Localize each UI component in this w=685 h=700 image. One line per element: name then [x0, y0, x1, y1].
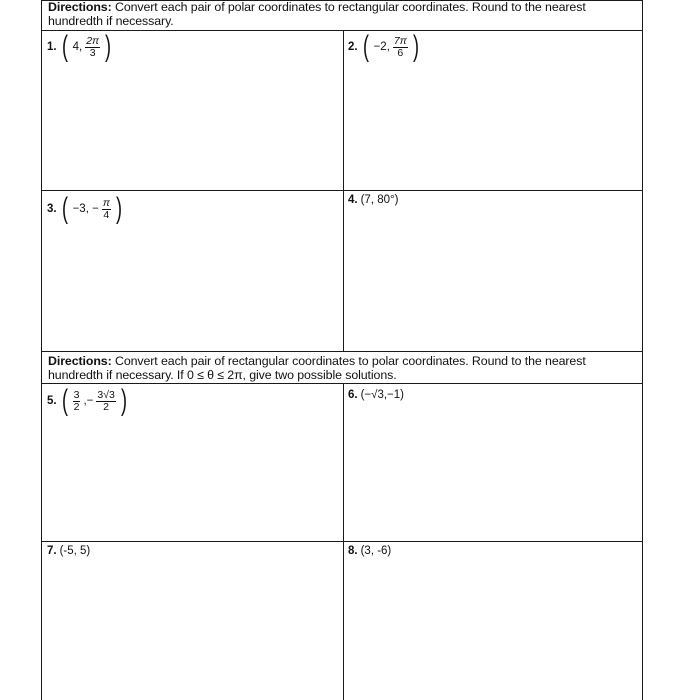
- right-paren: ): [412, 30, 419, 63]
- fraction-numerator: π: [102, 196, 110, 209]
- problem-number: 8.: [348, 545, 358, 557]
- fraction-denominator: 3: [89, 46, 96, 59]
- left-paren: (: [61, 30, 68, 63]
- fraction-denominator: 2: [103, 400, 109, 413]
- fraction-denominator: 4: [103, 208, 110, 221]
- problem-number: 6.: [348, 389, 358, 401]
- angle-fraction: [102, 198, 111, 221]
- directions-label: Directions:: [48, 354, 112, 368]
- left-paren: (: [362, 30, 369, 63]
- section2-divider: [343, 383, 344, 700]
- right-paren: ): [120, 384, 127, 417]
- fraction-denominator: 2: [73, 400, 80, 413]
- fraction-denominator: 6: [397, 46, 404, 59]
- rectangular-point: (3, -6): [360, 545, 392, 557]
- problem-number: 7.: [47, 545, 57, 557]
- problem-6: [348, 388, 404, 402]
- separator: ,−: [83, 395, 94, 407]
- fraction-numerator: 7π: [393, 34, 407, 47]
- right-paren: ): [105, 30, 112, 63]
- worksheet-frame: [41, 0, 643, 700]
- left-paren: (: [61, 384, 68, 417]
- row3-rule: [41, 541, 643, 542]
- angle-fraction: [393, 36, 408, 59]
- fraction-numerator: 2π: [86, 34, 100, 47]
- polar-point: (7, 80°): [360, 194, 399, 206]
- row1-rule: [41, 190, 643, 191]
- problem-number: 2.: [348, 41, 358, 53]
- radius: 4,: [72, 41, 83, 53]
- directions-text: Convert each pair of polar coordinates to rectangular coordinates. Round to the nearest hundredth if necessary.: [48, 0, 586, 28]
- section1-divider: [343, 30, 344, 351]
- problem-7: [47, 544, 90, 558]
- right-paren: ): [115, 192, 122, 225]
- y-fraction: [96, 390, 115, 413]
- problem-number: 5.: [47, 395, 57, 407]
- left-paren: (: [61, 192, 68, 225]
- rectangular-point: (-5, 5): [59, 545, 91, 557]
- x-fraction: [73, 390, 81, 413]
- section2-header-rule: [41, 383, 643, 384]
- problem-5: [47, 386, 129, 416]
- section2-top-rule: [41, 351, 643, 352]
- problem-2: [348, 32, 421, 62]
- problem-8: [348, 544, 391, 558]
- problem-3: [47, 194, 124, 224]
- fraction-numerator: 3: [73, 388, 80, 401]
- problem-number: 1.: [47, 41, 57, 53]
- section2-directions: [48, 355, 638, 382]
- rectangular-point: (−√3,−1): [360, 389, 404, 401]
- directions-label: Directions:: [48, 0, 112, 14]
- angle-fraction: [85, 36, 100, 59]
- problem-4: [348, 193, 398, 207]
- section1-directions: [48, 1, 638, 28]
- directions-text: Convert each pair of rectangular coordinates to polar coordinates. Round to the nearest hundredth if necessary. If 0 ≤ θ ≤ 2π, give two possible solutions.: [48, 354, 586, 382]
- fraction-numerator: 3√3: [97, 388, 115, 401]
- problem-1: [47, 32, 113, 62]
- radius: −2,: [373, 41, 390, 53]
- radius: −3, −: [72, 203, 99, 215]
- section1-header-rule: [41, 30, 643, 31]
- problem-number: 3.: [47, 203, 57, 215]
- problem-number: 4.: [348, 194, 358, 206]
